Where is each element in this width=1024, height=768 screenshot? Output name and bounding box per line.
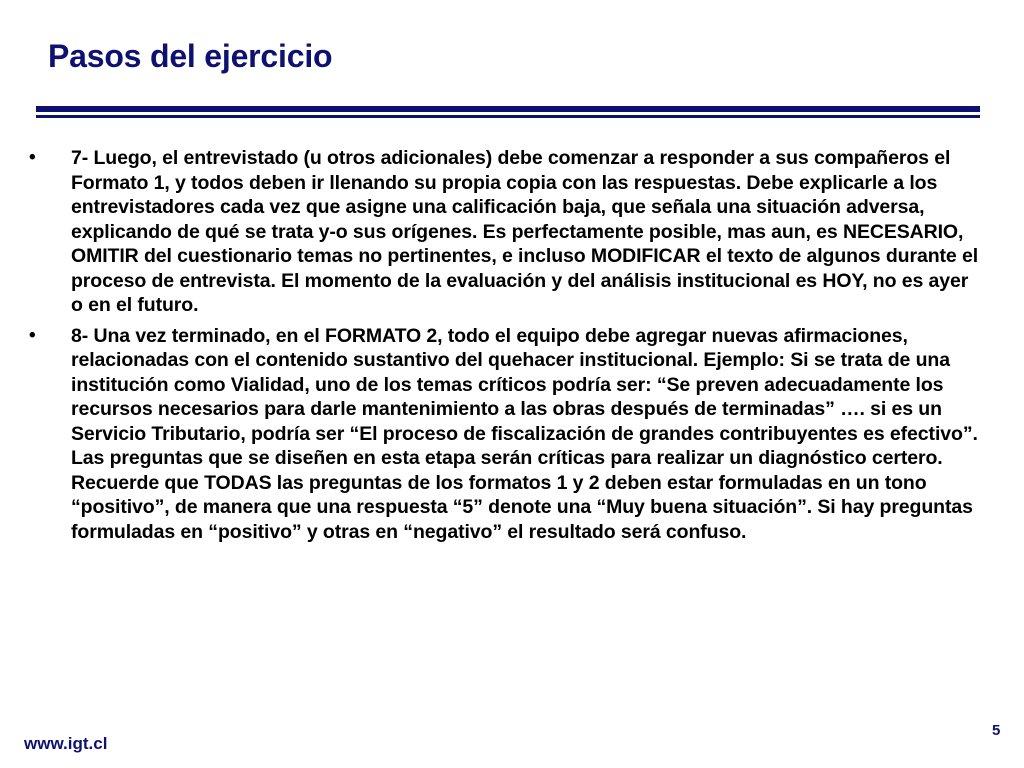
title-divider-thick [36,106,980,112]
title-divider-thin [36,115,980,118]
bullet-list [0,146,1024,550]
bullet-text: 7- Luego, el entrevistado (u otros adicionales) debe comenzar a responder a sus compañeros el Formato 1, y todos deben ir llenando su propia copia con las respuestas. Debe explicarle a los entrevistadores cada vez que asigne una calificación baja, que señala una situación adversa, explicando de qué se trata y-o sus orígenes. Es perfectamente posible, mas aun, es NECESARIO, OMITIR del cuestionario temas no pertinentes, e incluso MODIFICAR el texto de algunos durante el proceso de entrevista. El momento de la evaluación y del análisis institucional es HOY, no es ayer o en el futuro. [71,147,979,316]
slide-title: Pasos del ejercicio [48,38,333,74]
footer-website-link[interactable]: www.igt.cl [24,734,108,753]
page-number: 5 [992,722,1001,739]
bullet-item-7 [0,146,979,318]
bullet-marker: • [29,147,36,168]
bullet-item-8 [0,324,979,545]
bullet-marker: • [29,324,36,346]
bullet-text: 8- Una vez terminado, en el FORMATO 2, todo el equipo debe agregar nuevas afirmaciones, relacionadas con el contenido sustantivo del quehacer institucional. Ejemplo: Si se trata de una institución como Vialidad, uno de los temas críticos podría ser: “Se preven adecuadamente los recursos necesarios para darle mantenimiento a las obras después de terminadas” …. si es un Servicio Tributario, podría ser “El proceso de fiscalización de grandes contribuyentes es efectivo”. Las preguntas que se diseñen en esta etapa serán críticas para realizar un diagnóstico certero. Recuerde que TODAS las preguntas de los formatos 1 y 2 deben estar formuladas en un tono “positivo”, de manera que una respuesta “5” denote una “Muy buena situación”. Si hay preguntas formuladas en “positivo” y otras en “negativo” el resultado será confuso. [71,324,978,543]
